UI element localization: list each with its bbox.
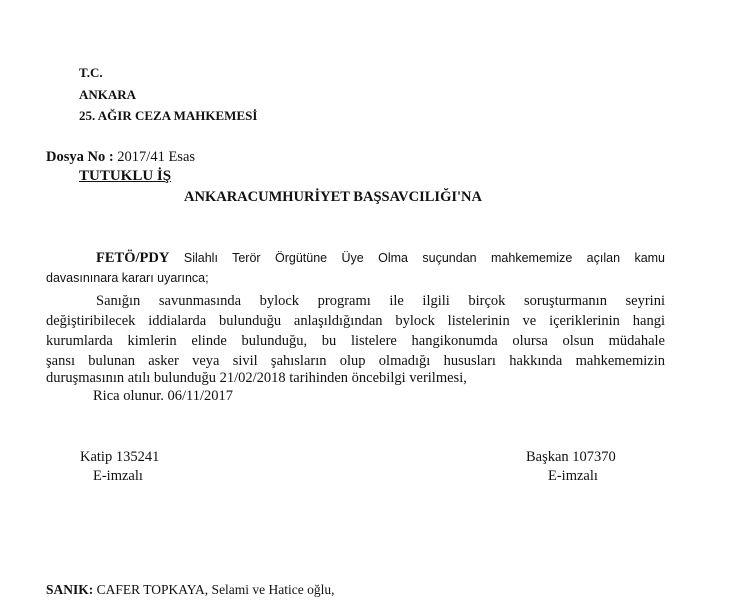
header-city: ANKARA	[79, 87, 137, 102]
intro-bold-lead: FETÖ/PDY	[96, 250, 170, 266]
paragraph-line-3: kurumlarda kimlerin elinde bulunduğu, bu listelere hangikonumda olursa olsun müdahale	[46, 333, 665, 349]
paragraph-line-5: duruşmasının atılı bulunduğu 21/02/2018 tarihinden öncebilgi verilmesi,	[46, 370, 467, 386]
paragraph-line-1: Sanığın savunmasında bylock programı ile ilgili birçok soruşturmanın seyrini	[96, 293, 665, 309]
accused-line	[46, 582, 335, 598]
intro-line-2: davasınınara kararı uyarınca;	[46, 271, 209, 285]
paragraph-line-4: şansı bulunan asker veya sivil şahısların olup olmadığı hususları hakkında mahkememizin	[46, 353, 665, 369]
signature-right-status: E-imzalı	[548, 468, 598, 484]
signature-left-title: Katip 135241	[80, 449, 160, 465]
intro-line-1-text: Silahlı Terör Örgütüne Üye Olma suçundan mahkememize açılan kamu	[183, 251, 666, 265]
status-label: TUTUKLU İŞ	[79, 168, 172, 184]
file-number	[46, 149, 195, 166]
intro-line-1	[46, 250, 665, 267]
accused-label: SANIK:	[46, 582, 94, 597]
file-number-label: Dosya No :	[46, 149, 114, 165]
paragraph-line-2: değiştiribilecek iddialarda bulunduğu anlaşıldığından bylock listelerinin ve içeriklerinin hangi	[46, 313, 665, 329]
signature-left-status: E-imzalı	[93, 468, 143, 484]
header-tc: T.C.	[79, 65, 103, 80]
file-number-value: 2017/41 Esas	[117, 149, 196, 165]
signature-right-title: Başkan 107370	[526, 449, 616, 465]
recipient: ANKARACUMHURİYET BAŞSAVCILIĞI'NA	[184, 189, 482, 205]
accused-value: CAFER TOPKAYA, Selami ve Hatice oğlu,	[96, 582, 335, 597]
paragraph-line-6: Rica olunur. 06/11/2017	[93, 388, 234, 404]
header-court: 25. AĞIR CEZA MAHKEMESİ	[79, 108, 258, 123]
